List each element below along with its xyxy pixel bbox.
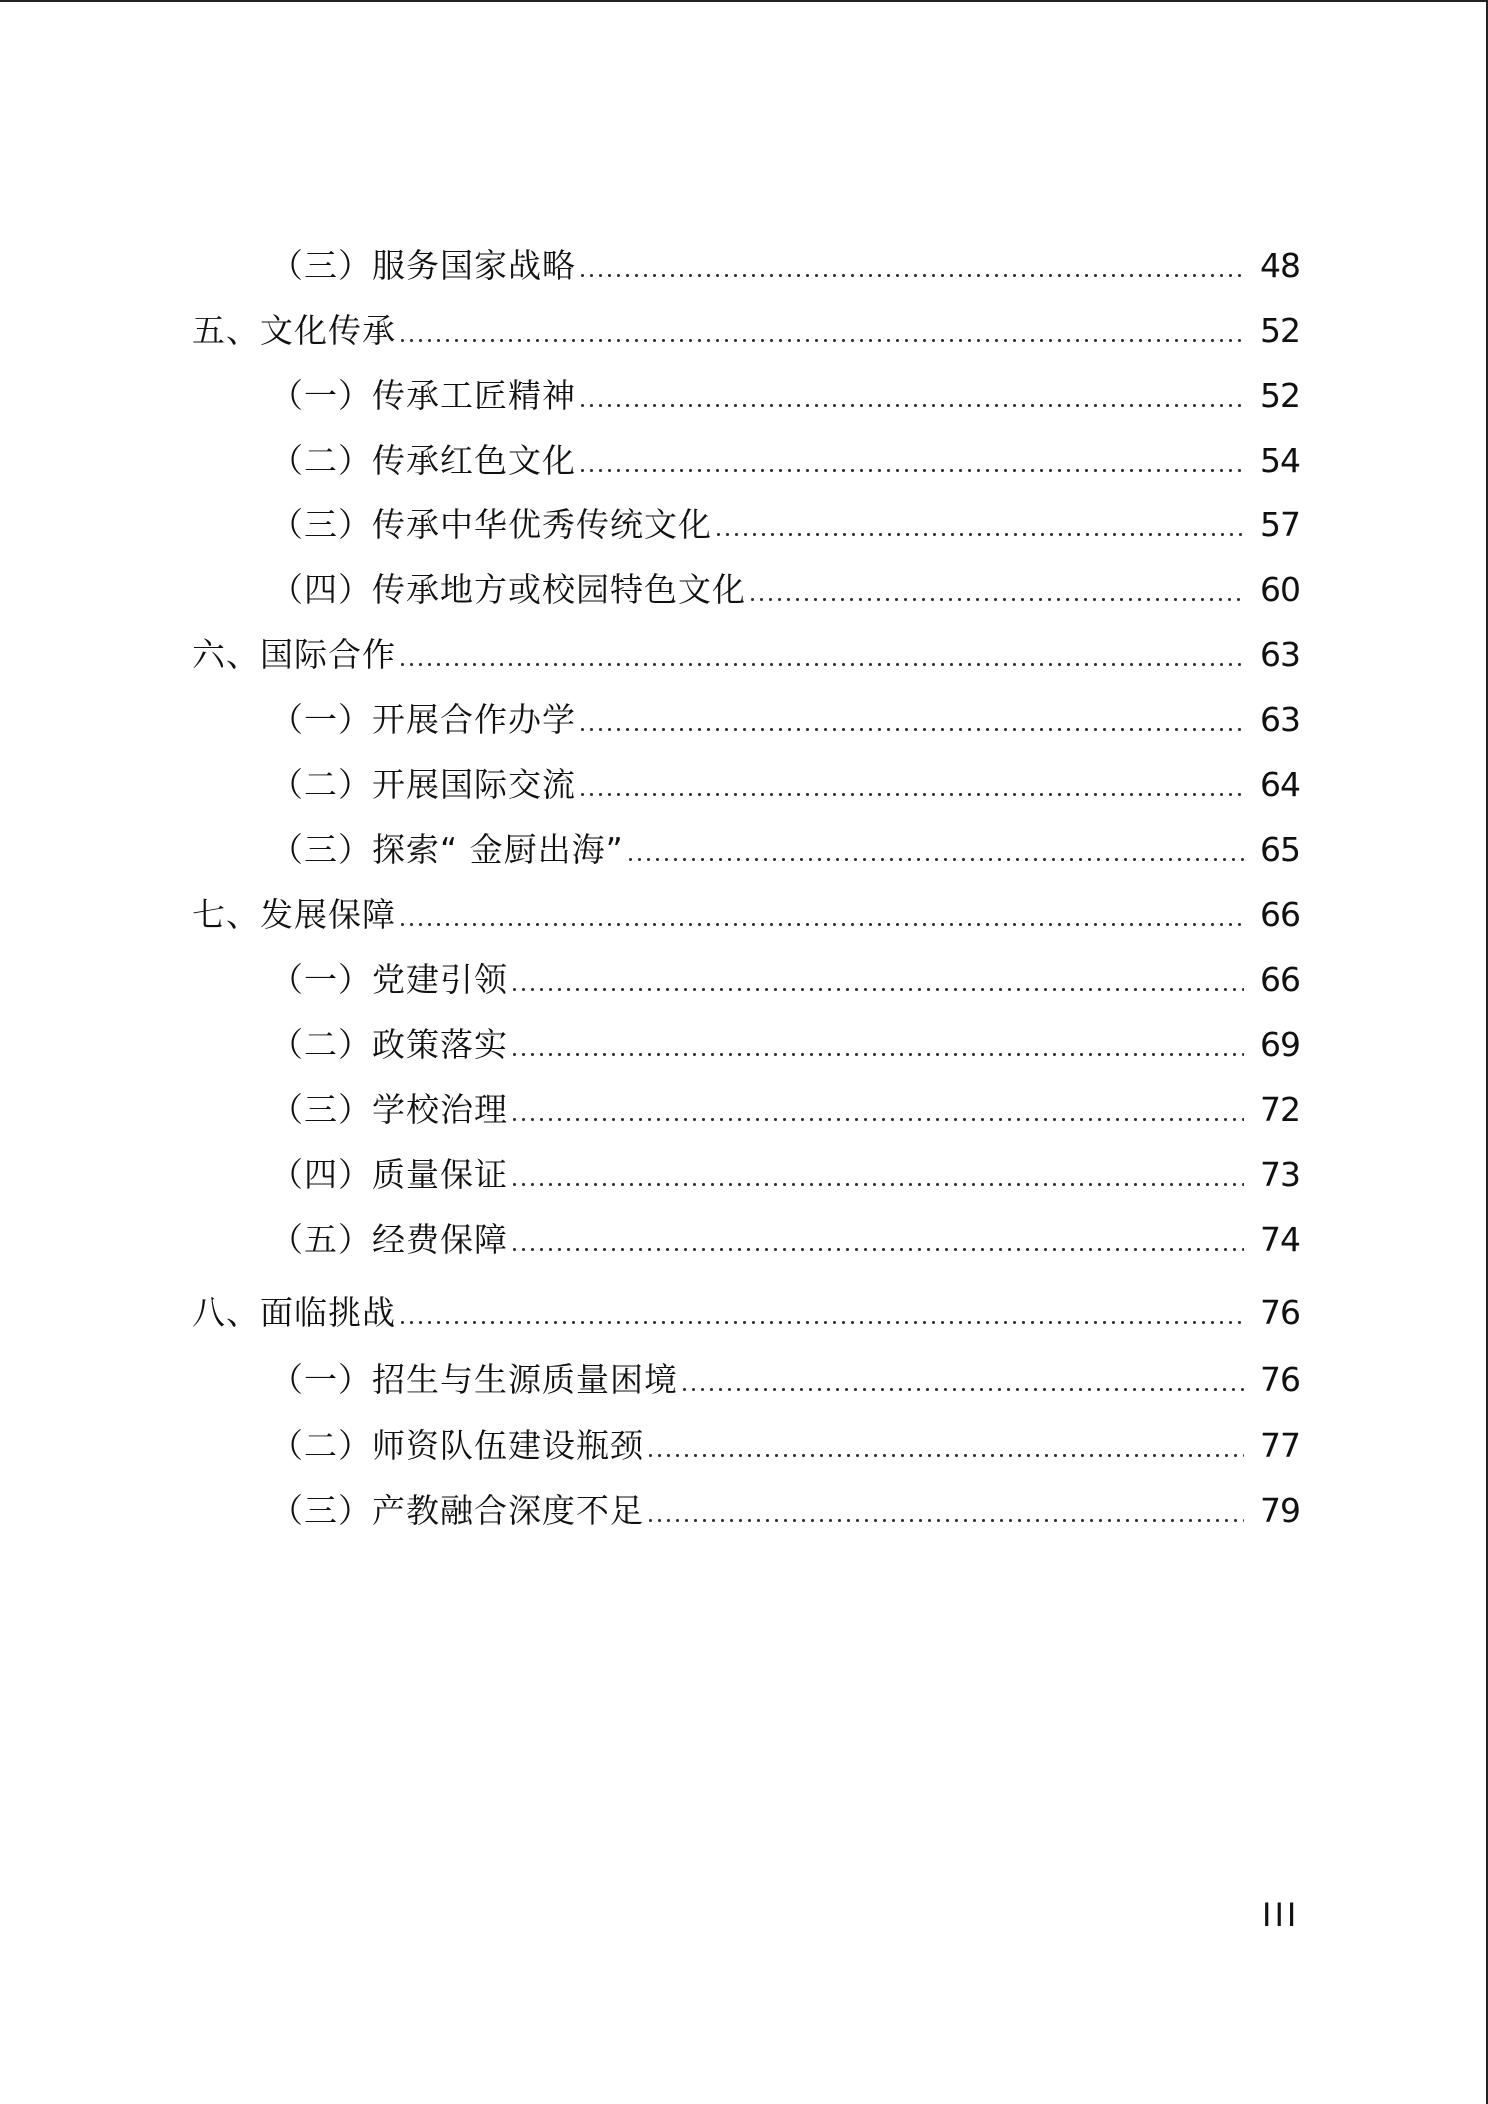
dot-leader — [578, 760, 1244, 810]
toc-entry-title: 七、发展保障 — [192, 895, 396, 934]
toc-entry-page: 66 — [1260, 960, 1300, 999]
dot-leader — [510, 955, 1244, 1005]
toc-entry-page: 77 — [1260, 1426, 1300, 1465]
dot-leader — [748, 565, 1244, 615]
toc-entry-title: 六、国际合作 — [192, 635, 396, 674]
toc-entry[interactable] — [270, 695, 1300, 745]
toc-entry-page: 60 — [1260, 570, 1300, 609]
toc-entry[interactable] — [270, 241, 1300, 291]
dot-leader — [398, 890, 1244, 940]
toc-entry[interactable] — [270, 1355, 1300, 1405]
toc-entry-page: 66 — [1260, 895, 1300, 934]
dot-leader — [646, 1486, 1244, 1536]
toc-entry-title: （一）党建引领 — [270, 960, 508, 999]
dot-leader — [578, 695, 1244, 745]
toc-entry[interactable] — [192, 306, 1300, 356]
toc-entry-title: （三）产教融合深度不足 — [270, 1491, 644, 1530]
toc-entry-page: 63 — [1260, 700, 1300, 739]
toc-entry-page: 76 — [1260, 1360, 1300, 1399]
toc-entry-title: （四）质量保证 — [270, 1155, 508, 1194]
toc-entry-title: （五）经费保障 — [270, 1220, 508, 1259]
toc-entry[interactable] — [270, 1421, 1300, 1471]
toc-entry[interactable] — [270, 1486, 1300, 1536]
dot-leader — [578, 371, 1244, 421]
dot-leader — [646, 1421, 1244, 1471]
toc-entry-title: （四）传承地方或校园特色文化 — [270, 570, 746, 609]
toc-entry[interactable] — [270, 1085, 1300, 1135]
dot-leader — [578, 241, 1244, 291]
toc-entry[interactable] — [270, 1150, 1300, 1200]
toc-entry-page: 79 — [1260, 1491, 1300, 1530]
toc-entry-title: 五、文化传承 — [192, 311, 396, 350]
toc-entry[interactable] — [192, 890, 1300, 940]
toc-entry-title: （三）学校治理 — [270, 1090, 508, 1129]
toc-entry[interactable] — [270, 825, 1300, 875]
toc-entry[interactable] — [270, 760, 1300, 810]
toc-entry[interactable] — [270, 371, 1300, 421]
toc-entry[interactable] — [270, 436, 1300, 486]
toc-entry-page: 69 — [1260, 1025, 1300, 1064]
toc-entry[interactable] — [192, 1288, 1300, 1338]
toc-entry[interactable] — [270, 1215, 1300, 1265]
toc-entry-page: 76 — [1260, 1293, 1300, 1332]
toc-entry-title: （一）开展合作办学 — [270, 700, 576, 739]
dot-leader — [626, 825, 1244, 875]
toc-entry-page: 52 — [1260, 311, 1300, 350]
toc-entry-page: 73 — [1260, 1155, 1300, 1194]
toc-entry[interactable] — [270, 955, 1300, 1005]
toc-entry-title: （二）开展国际交流 — [270, 765, 576, 804]
dot-leader — [680, 1355, 1244, 1405]
toc-entry-page: 74 — [1260, 1220, 1300, 1259]
toc-entry-page: 57 — [1260, 505, 1300, 544]
page-number: III — [1262, 1896, 1300, 1934]
toc-entry[interactable] — [192, 630, 1300, 680]
toc-entry-title: （二）传承红色文化 — [270, 441, 576, 480]
toc-entry-title: （三）服务国家战略 — [270, 246, 576, 285]
dot-leader — [398, 1288, 1244, 1338]
dot-leader — [510, 1085, 1244, 1135]
dot-leader — [510, 1215, 1244, 1265]
toc-entry-title: （二）政策落实 — [270, 1025, 508, 1064]
dot-leader — [398, 306, 1244, 356]
toc-entry-title: （一）招生与生源质量困境 — [270, 1360, 678, 1399]
toc-entry-title: （一）传承工匠精神 — [270, 376, 576, 415]
dot-leader — [510, 1020, 1244, 1070]
toc-entry-page: 52 — [1260, 376, 1300, 415]
toc-entry[interactable] — [270, 500, 1300, 550]
toc-entry[interactable] — [270, 565, 1300, 615]
dot-leader — [398, 630, 1244, 680]
toc-entry[interactable] — [270, 1020, 1300, 1070]
toc-entry-page: 54 — [1260, 441, 1300, 480]
toc-entry-page: 48 — [1260, 246, 1300, 285]
dot-leader — [714, 500, 1244, 550]
toc-entry-title: 八、面临挑战 — [192, 1293, 396, 1332]
toc-entry-page: 64 — [1260, 765, 1300, 804]
toc-entry-page: 63 — [1260, 635, 1300, 674]
toc-entry-title: （三）传承中华优秀传统文化 — [270, 505, 712, 544]
dot-leader — [510, 1150, 1244, 1200]
toc-entry-title: （三）探索“ 金厨出海” — [270, 830, 624, 869]
dot-leader — [578, 436, 1244, 486]
toc-entry-page: 65 — [1260, 830, 1300, 869]
toc-entry-title: （二）师资队伍建设瓶颈 — [270, 1426, 644, 1465]
toc-entry-page: 72 — [1260, 1090, 1300, 1129]
